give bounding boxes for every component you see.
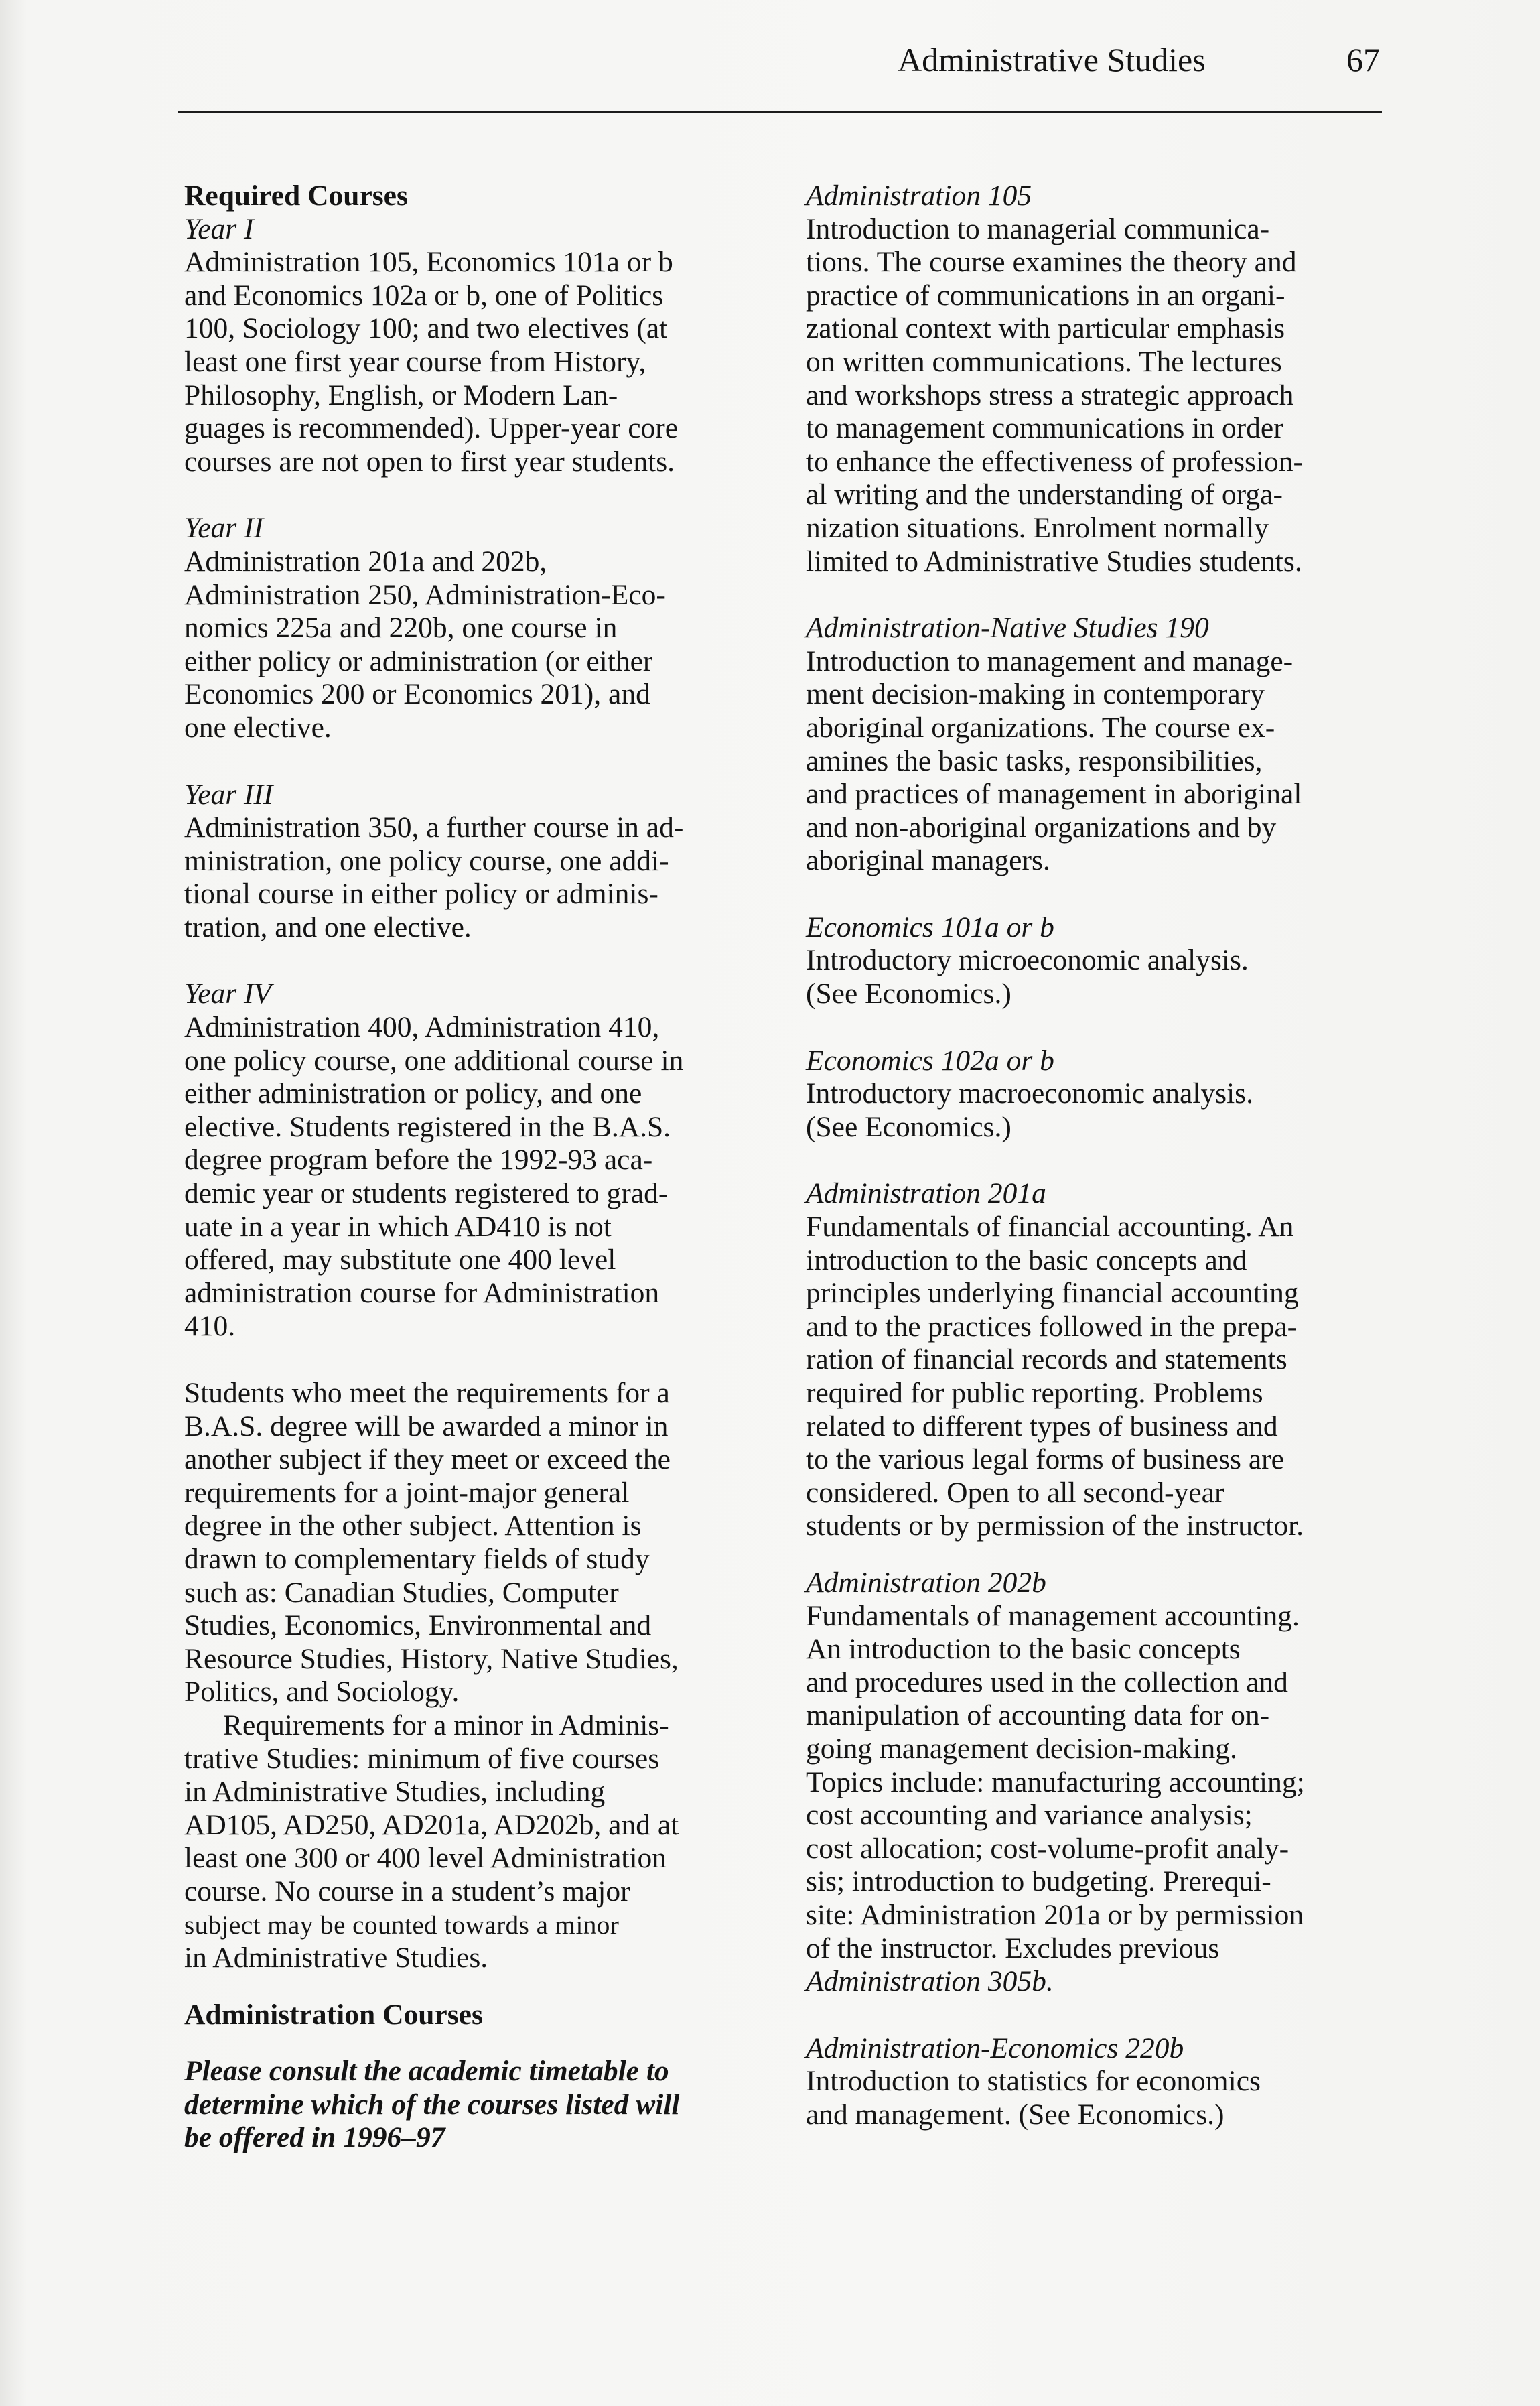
course-title: Administration-Economics 220b [806,2031,1184,2064]
year4-title: Year IV [184,978,272,1010]
year1-text [184,246,767,478]
text-line: course. No course in a student’s major [184,1875,630,1908]
text-line: Introduction to managerial communica- [806,212,1270,245]
text-line: cost allocation; cost-volume-profit analy- [806,1832,1289,1865]
text-line: aboriginal managers. [806,844,1050,877]
year4-text [184,1011,767,1343]
text-line: tions. The course examines the theory and [806,246,1297,279]
text-line: determine which of the courses listed will [184,2088,680,2121]
text-line: to the various legal forms of business are [806,1443,1284,1476]
text-line: ration of financial records and statements [806,1343,1287,1376]
year3-text [184,811,767,944]
text-line: either administration or policy, and one [184,1077,642,1110]
text-line: of the instructor. Excludes previous [806,1932,1220,1964]
text-line: and Economics 102a or b, one of Politics [184,279,664,312]
text-line: Administration 250, Administration-Eco- [184,578,666,611]
text-line: Studies, Economics, Environmental and [184,1609,652,1642]
text-line: nomics 225a and 220b, one course in [184,612,618,645]
left-column [184,180,767,2155]
text-line: Please consult the academic timetable to [184,2055,669,2088]
minor-requirements-paragraph [184,1709,767,1975]
text-line: Administration 400, Administration 410, [184,1011,660,1044]
text-line: Introduction to statistics for economics [806,2065,1261,2098]
text-line: Philosophy, English, or Modern Lan- [184,379,618,411]
running-head [898,40,1380,87]
text-line: guages is recommended). Upper-year core [184,412,679,445]
course-title: Administration 202b [806,1566,1046,1599]
text-line: zational context with particular emphasis [806,312,1285,345]
text-line: to enhance the effectiveness of profession- [806,445,1304,478]
text-line: Administration 105, Economics 101a or b [184,246,673,279]
text-line: 410. [184,1310,236,1343]
text-line: Administration 201a and 202b, [184,545,547,578]
text-line: ment decision-making in contemporary [806,678,1265,711]
text-line: in Administrative Studies. [184,1942,488,1975]
running-head-title: Administrative Studies [898,41,1206,78]
minor-paragraph [184,1377,767,1709]
text-line: al writing and the understanding of orga- [806,478,1283,511]
text-line: least one first year course from History, [184,345,646,378]
text-line: and procedures used in the collection and [806,1666,1288,1698]
required-courses-heading: Required Courses [184,180,408,212]
page-number: 67 [1346,41,1380,78]
text-line: (See Economics.) [806,1110,1011,1143]
text-line: uate in a year in which AD410 is not [184,1210,612,1243]
course-title: Administration-Native Studies 190 [806,612,1209,645]
course-entry [806,1566,1395,1999]
text-line: Administration 305b. [806,1965,1054,1998]
text-line: students or by permission of the instructor. [806,1510,1304,1542]
text-line: Students who meet the requirements for a [184,1377,670,1409]
text-line: ministration, one policy course, one addi- [184,844,669,877]
text-line: introduction to the basic concepts and [806,1244,1247,1276]
text-line: Introductory microeconomic analysis. [806,944,1249,977]
text-line: least one 300 or 400 level Administration [184,1842,667,1875]
text-line: limited to Administrative Studies students. [806,545,1302,578]
text-line: required for public reporting. Problems [806,1377,1263,1409]
text-line: related to different types of business and [806,1410,1278,1443]
text-line: either policy or administration (or either [184,645,653,677]
text-line: on written communications. The lectures [806,345,1282,378]
text-line: Administration 350, a further course in ad- [184,811,684,844]
course-entry [806,1177,1395,1543]
text-line: Requirements for a minor in Adminis- [223,1709,669,1741]
text-line: Fundamentals of financial accounting. An [806,1211,1294,1244]
text-line: Topics include: manufacturing accounting; [806,1765,1305,1798]
text-line: such as: Canadian Studies, Computer [184,1576,619,1609]
text-line: Introduction to management and manage- [806,645,1293,677]
course-title: Administration 201a [806,1177,1046,1210]
text-line: in Administrative Studies, including [184,1776,606,1808]
timetable-notice [184,2055,767,2155]
text-line: subject may be counted towards a minor [184,1910,620,1940]
text-line: degree in the other subject. Attention is [184,1510,642,1542]
course-entry [806,1045,1395,1144]
course-entry [806,612,1395,878]
text-line: and workshops stress a strategic approach [806,379,1294,411]
text-line: Fundamentals of management accounting. [806,1599,1300,1632]
text-line: (See Economics.) [806,978,1011,1010]
text-line: elective. Students registered in the B.A.S. [184,1110,671,1143]
text-line: Economics 200 or Economics 201), and [184,678,650,711]
text-line: manipulation of accounting data for on- [806,1699,1270,1732]
year2-title: Year II [184,512,264,545]
text-line: Politics, and Sociology. [184,1676,460,1709]
text-line: aboriginal organizations. The course ex- [806,711,1275,744]
text-line: An introduction to the basic concepts [806,1633,1241,1666]
text-line: going management decision-making. [806,1732,1237,1765]
text-line: tional course in either policy or adminis- [184,878,658,911]
text-line: degree program before the 1992-93 aca- [184,1144,653,1177]
course-title: Economics 101a or b [806,911,1054,943]
course-title: Administration 105 [806,180,1032,212]
text-line: another subject if they meet or exceed the [184,1443,671,1476]
text-line: Resource Studies, History, Native Studies, [184,1642,679,1675]
text-line: amines the basic tasks, responsibilities, [806,744,1263,777]
text-line: tration, and one elective. [184,911,472,943]
text-line: AD105, AD250, AD201a, AD202b, and at [184,1808,679,1841]
text-line: B.A.S. degree will be awarded a minor in [184,1410,669,1443]
text-line: and management. (See Economics.) [806,2098,1224,2131]
text-line: demic year or students registered to grad- [184,1177,669,1210]
text-line: one policy course, one additional course in [184,1044,684,1077]
text-line: and practices of management in aboriginal [806,778,1302,811]
text-line: administration course for Administration [184,1276,660,1309]
course-entry [806,2032,1395,2132]
year2-text [184,545,767,745]
course-entry [806,180,1395,578]
course-title: Economics 102a or b [806,1044,1054,1077]
text-line: 100, Sociology 100; and two electives (at [184,312,668,345]
text-line: trative Studies: minimum of five courses [184,1742,660,1775]
text-line: considered. Open to all second-year [806,1476,1224,1509]
text-line: cost accounting and variance analysis; [806,1799,1253,1832]
text-line: be offered in 1996–97 [184,2121,445,2154]
text-line: one elective. [184,711,332,744]
text-line: sis; introduction to budgeting. Prerequi- [806,1865,1271,1898]
text-line: site: Administration 201a or by permission [806,1898,1304,1931]
text-line: Introductory macroeconomic analysis. [806,1077,1253,1110]
text-line: requirements for a joint-major general [184,1476,630,1509]
year3-title: Year III [184,778,273,811]
text-line: and non-aboriginal organizations and by [806,811,1277,844]
administration-courses-heading: Administration Courses [184,1998,483,2031]
right-column [806,180,1395,2131]
text-line: drawn to complementary fields of study [184,1542,650,1575]
course-entry [806,911,1395,1011]
text-line: to management communications in order [806,412,1283,445]
text-line: and to the practices followed in the prepa- [806,1310,1298,1343]
year1-title: Year I [184,212,254,245]
text-line: offered, may substitute one 400 level [184,1244,616,1276]
text-line: principles underlying financial accounting [806,1277,1299,1310]
text-line: practice of communications in an organi- [806,279,1285,312]
header-rule [178,111,1382,113]
text-line: courses are not open to first year students. [184,445,675,478]
text-line: nization situations. Enrolment normally [806,511,1269,544]
